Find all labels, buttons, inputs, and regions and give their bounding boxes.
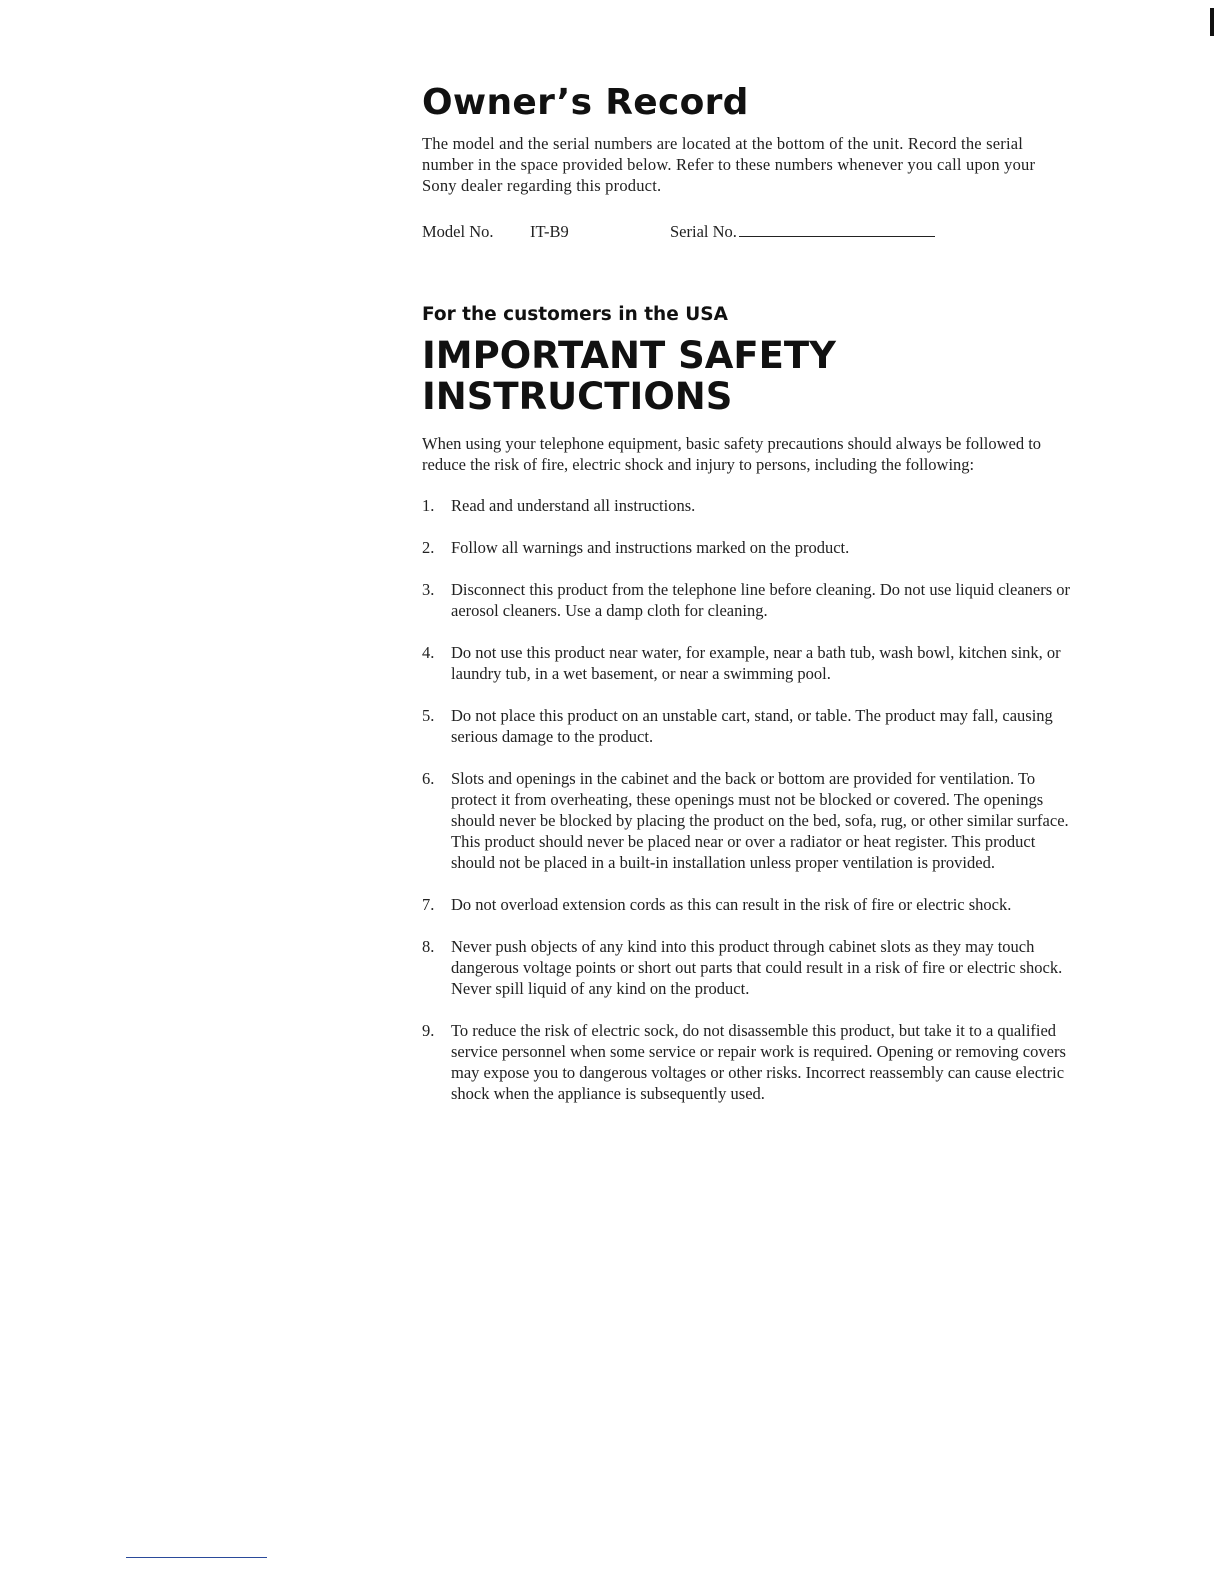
item-number: 9. (422, 1021, 435, 1040)
list-item (422, 705, 1072, 747)
usa-customers-heading: For the customers in the USA (422, 304, 728, 325)
list-item (422, 768, 1072, 873)
list-item (422, 936, 1072, 999)
item-number: 8. (422, 937, 435, 956)
list-item (422, 537, 1072, 558)
list-item (422, 1020, 1072, 1104)
item-number: 1. (422, 496, 435, 515)
model-number-label: Model No. (422, 222, 494, 241)
item-number: 7. (422, 895, 435, 914)
model-serial-line (422, 222, 1072, 242)
item-text: Slots and openings in the cabinet and the back or bottom are provided for ventilation. To protect it from overheating, these openings must not be blocked or covered. The openings should never be blocked by placing the product on the bed, sofa, rug, or other similar surface. This product should never be placed near or over a radiator or heat register. This product should not be placed in a built-in installation unless proper ventilation is provided. (451, 769, 1069, 872)
item-text: Do not place this product on an unstable cart, stand, or table. The product may fall, causing serious damage to the product. (451, 706, 1053, 746)
item-text: Do not use this product near water, for example, near a bath tub, wash bowl, kitchen sink, or laundry tub, in a wet basement, or near a swimming pool. (451, 643, 1061, 683)
model-number-value: IT-B9 (530, 222, 569, 241)
item-text: Follow all warnings and instructions marked on the product. (451, 538, 850, 557)
serial-number-blank (739, 222, 935, 237)
item-number: 5. (422, 706, 435, 725)
list-item (422, 579, 1072, 621)
item-text: Disconnect this product from the telephone line before cleaning. Do not use liquid cleaners or aerosol cleaners. Use a damp cloth for cleaning. (451, 580, 1071, 620)
safety-intro: When using your telephone equipment, basic safety precautions should always be followed to reduce the risk of fire, electric shock and injury to persons, including the following: (422, 434, 1042, 474)
page-content (422, 82, 1072, 1125)
item-number: 6. (422, 769, 435, 788)
list-item (422, 894, 1072, 915)
footer-rule (126, 1557, 267, 1558)
serial-number-label: Serial No. (670, 222, 737, 241)
item-text: Read and understand all instructions. (451, 496, 696, 515)
owners-record-title: Owner’s Record (422, 82, 749, 123)
item-number: 2. (422, 538, 435, 557)
item-number: 3. (422, 580, 435, 599)
item-number: 4. (422, 643, 435, 662)
list-item (422, 495, 1072, 516)
item-text: To reduce the risk of electric sock, do not disassemble this product, but take it to a qualified service personnel when some service or repair work is required. Opening or removing covers may expose you to dangerous voltages or other risks. Incorrect reassembly can cause electric shock when the appliance is subsequently used. (451, 1021, 1066, 1103)
safety-instructions-title: IMPORTANT SAFETY INSTRUCTIONS (422, 334, 836, 418)
item-text: Do not overload extension cords as this can result in the risk of fire or electric shock. (451, 895, 1012, 914)
instructions-list (422, 495, 1072, 1104)
owners-record-intro: The model and the serial numbers are located at the bottom of the unit. Record the serial number in the space provided below. Refer to these numbers whenever you call upon your Sony dealer regarding this product. (422, 134, 1036, 195)
item-text: Never push objects of any kind into this product through cabinet slots as they may touch dangerous voltage points or short out parts that could result in a risk of fire or electric shock. Never spill liquid of any kind on the product. (451, 937, 1063, 998)
page-edge-mark (1210, 8, 1214, 36)
list-item (422, 642, 1072, 684)
